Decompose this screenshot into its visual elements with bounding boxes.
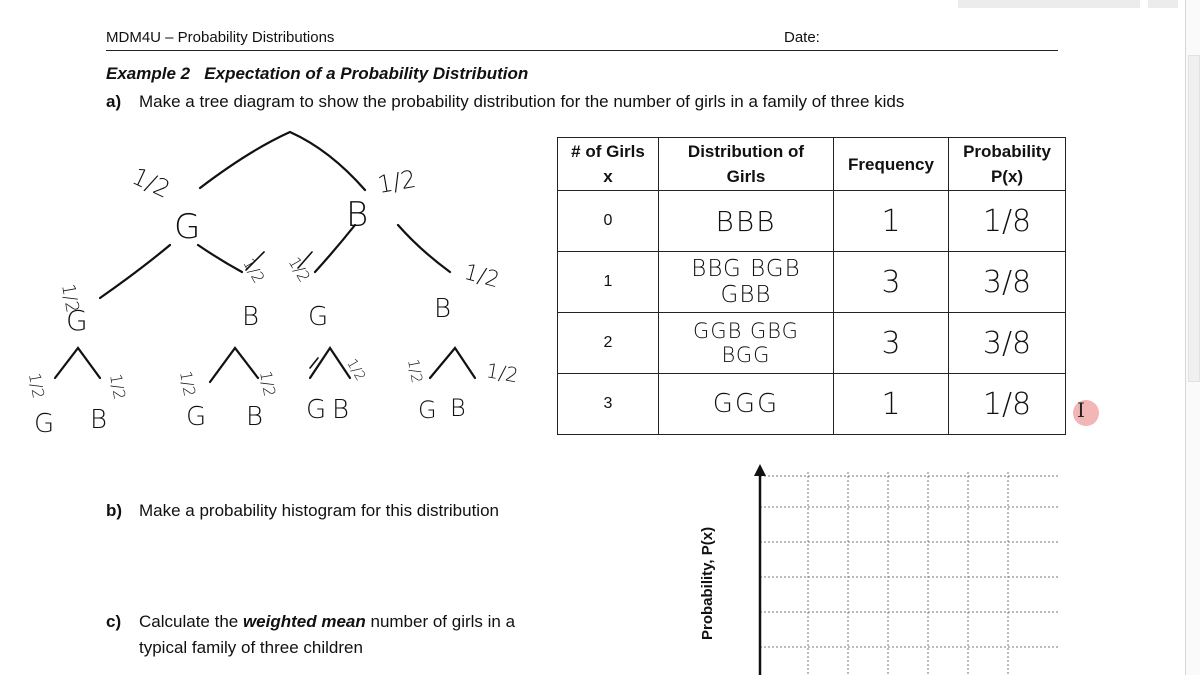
- header-line: P(x): [990, 167, 1024, 186]
- header-line: Distribution of: [687, 142, 805, 161]
- distribution-text: BBB: [715, 204, 777, 238]
- branch-probability: 1/2: [375, 164, 419, 200]
- table-row: [558, 374, 1066, 435]
- question-b-text: Make a probability histogram for this distribution: [139, 501, 499, 520]
- branch-probability: 1/2: [404, 357, 427, 385]
- question-c-text: number of girls in a: [365, 612, 516, 631]
- cell-x: 3: [558, 374, 659, 435]
- tree-node: B: [242, 302, 260, 332]
- course-title: MDM4U – Probability Distributions: [106, 29, 335, 46]
- branch-probability: 1/2: [239, 254, 269, 287]
- cell-distribution: [659, 313, 834, 374]
- cell-x: 2: [558, 313, 659, 374]
- branch-probability: 1/2: [57, 282, 83, 315]
- tree-node: G: [34, 409, 55, 439]
- date-label: Date:: [784, 29, 820, 46]
- question-c-label: c): [106, 612, 122, 631]
- tree-node: G: [308, 302, 329, 332]
- question-b-label: b): [106, 501, 123, 520]
- branch-probability: 1/2: [127, 162, 175, 204]
- column-header-frequency: [834, 138, 949, 191]
- table-row: [558, 252, 1066, 313]
- cell-frequency: 1: [834, 191, 949, 252]
- distribution-table: [557, 137, 1066, 435]
- branch-probability: 1/2: [176, 369, 200, 399]
- tree-node: B: [90, 405, 108, 435]
- tree-node: G: [418, 396, 437, 424]
- question-a-label: a): [106, 92, 122, 111]
- distribution-text: BGG: [721, 343, 771, 367]
- cell-frequency: 3: [834, 252, 949, 313]
- branch-probability: 1/2: [284, 253, 315, 286]
- question-a-text: Make a tree diagram to show the probability distribution for the number of girls in a family of three kids: [139, 92, 905, 111]
- cell-frequency: 1: [834, 374, 949, 435]
- example-title: Example 2 Expectation of a Probability Distribution: [106, 64, 529, 83]
- branch-probability: 1/2: [484, 358, 521, 388]
- tree-diagram: [20, 120, 540, 440]
- y-axis-label: Probability, P(x): [699, 526, 716, 640]
- cell-probability: 3/8: [949, 252, 1066, 313]
- toolbar-strip: [1148, 0, 1178, 8]
- cell-distribution: [659, 191, 834, 252]
- table-header-row: [558, 138, 1066, 191]
- question-a: [106, 89, 904, 115]
- branch-probability: 1/2: [461, 259, 503, 294]
- tree-node: B: [434, 294, 452, 324]
- distribution-text: GGB GBG: [693, 319, 799, 343]
- branch-probability: 1/2: [24, 371, 49, 401]
- text-cursor-icon: I: [1077, 398, 1085, 422]
- tree-node: B: [246, 402, 264, 432]
- branch-probability: 1/2: [343, 356, 369, 384]
- header-line: Probability: [963, 142, 1051, 161]
- cell-probability: 3/8: [949, 313, 1066, 374]
- header-line: x: [603, 167, 613, 186]
- toolbar-strip: [958, 0, 1140, 8]
- cell-probability: 1/8: [949, 374, 1066, 435]
- table-row: [558, 191, 1066, 252]
- question-c-text: Calculate the: [139, 612, 243, 631]
- header-line: Frequency: [848, 154, 934, 174]
- column-header-probability: [949, 138, 1066, 191]
- cell-x: 0: [558, 191, 659, 252]
- tree-node: G: [186, 402, 207, 432]
- cell-frequency: 3: [834, 313, 949, 374]
- branch-probability: 1/2: [106, 372, 130, 402]
- cell-x: 1: [558, 252, 659, 313]
- tree-node: B: [332, 395, 350, 425]
- tree-node: G: [174, 207, 201, 247]
- scrollbar-thumb[interactable]: [1188, 55, 1200, 382]
- question-c: [106, 609, 586, 661]
- tree-node: B: [450, 394, 466, 422]
- tree-node: G: [66, 304, 88, 337]
- tree-node: B: [346, 195, 369, 235]
- header-line: # of Girls: [571, 142, 645, 161]
- table-row: [558, 313, 1066, 374]
- cell-distribution: [659, 374, 834, 435]
- question-c-text-line2: typical family of three children: [139, 638, 363, 657]
- distribution-text: BBG BGB: [691, 256, 801, 282]
- distribution-text: GGG: [712, 389, 780, 419]
- branch-probability: 1/2: [256, 369, 280, 399]
- header-line: Girls: [726, 167, 766, 186]
- column-header-distribution: [659, 138, 834, 191]
- question-c-emphasis: weighted mean: [242, 612, 366, 631]
- question-b: [106, 498, 499, 524]
- header-rule: [106, 50, 1058, 51]
- cell-probability: 1/8: [949, 191, 1066, 252]
- column-header-girls: [558, 138, 659, 191]
- distribution-text: GBB: [720, 282, 772, 308]
- cell-distribution: [659, 252, 834, 313]
- histogram-grid: [690, 462, 1070, 675]
- tree-node: G: [306, 395, 327, 425]
